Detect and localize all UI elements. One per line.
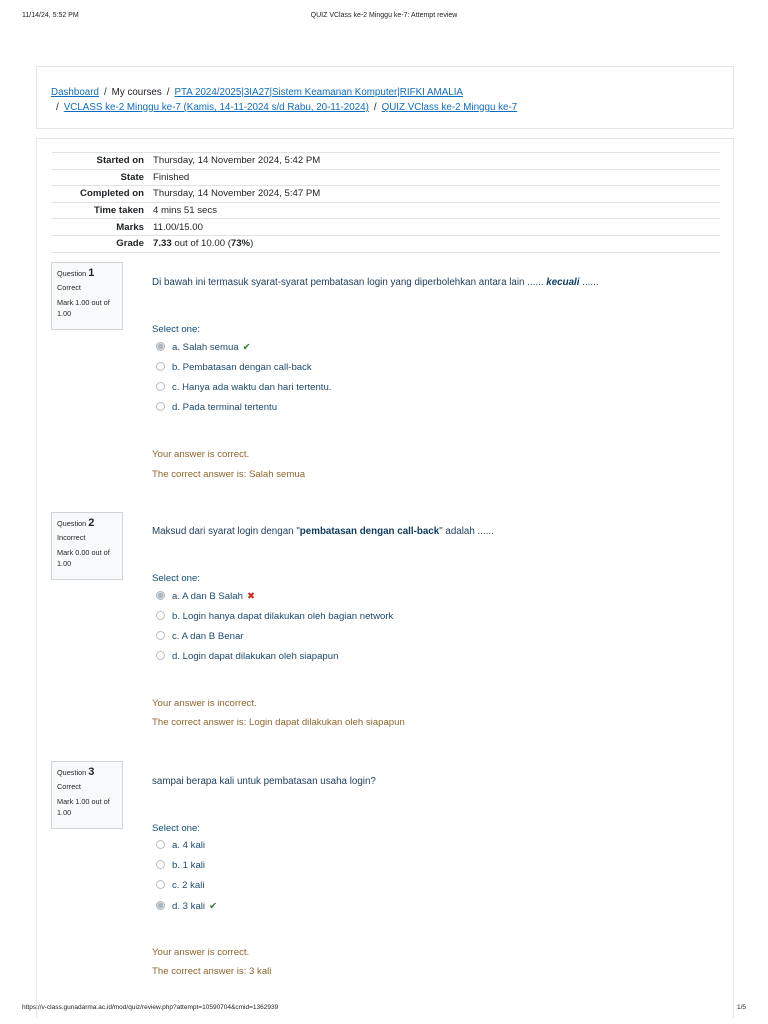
question-mark: Mark 1.00 out of 1.00	[57, 298, 110, 318]
summary-label: Grade	[116, 238, 144, 250]
check-icon: ✔	[209, 901, 218, 912]
answer-option-text: c. 2 kali	[172, 880, 205, 891]
question-label: Question	[57, 519, 87, 528]
summary-value: Finished	[153, 171, 190, 183]
answer-option[interactable]	[156, 860, 205, 871]
review-content	[36, 138, 734, 1018]
radio-button[interactable]	[156, 651, 165, 660]
breadcrumb-section-link[interactable]: VCLASS ke-2 Minggu ke-7 (Kamis, 14-11-2024 s/d Rabu, 20-11-2024)	[63, 102, 369, 113]
question-body-3	[152, 775, 712, 977]
answer-option-text: b. Login hanya dapat dilakukan oleh bagian network	[172, 611, 394, 622]
answer-option[interactable]	[156, 342, 251, 353]
question-number: 3	[88, 766, 95, 778]
summary-row-completed	[52, 186, 720, 203]
question-text	[152, 525, 712, 539]
select-one-label: Select one:	[152, 324, 201, 335]
question-label: Question	[57, 768, 87, 777]
breadcrumb-separator: /	[103, 87, 107, 98]
question-text-part: Maksud dari syarat login dengan "	[152, 526, 300, 537]
attempt-summary-table	[52, 152, 720, 253]
breadcrumb	[51, 85, 517, 115]
question-state: Correct	[57, 781, 81, 791]
answer-option[interactable]	[156, 382, 331, 393]
select-one-label: Select one:	[152, 823, 201, 834]
answer-option[interactable]	[156, 591, 255, 602]
answer-option-text: c. A dan B Benar	[172, 631, 244, 642]
answer-feedback: Your answer is incorrect.	[152, 698, 257, 709]
radio-button[interactable]	[156, 611, 165, 620]
radio-button[interactable]	[156, 591, 165, 600]
breadcrumb-box	[36, 66, 734, 129]
question-text-part: sampai berapa kali untuk pembatasan usaha login?	[152, 776, 376, 787]
summary-label: Marks	[116, 221, 144, 233]
radio-button[interactable]	[156, 880, 165, 889]
summary-value: 4 mins 51 secs	[153, 205, 217, 217]
summary-label: State	[120, 171, 144, 183]
question-label: Question	[57, 269, 87, 278]
correct-answer: The correct answer is: 3 kali	[152, 966, 272, 977]
breadcrumb-quiz-link[interactable]: QUIZ VClass ke-2 Minggu ke-7	[381, 102, 518, 113]
answer-feedback: Your answer is correct.	[152, 449, 250, 460]
summary-row-state	[52, 169, 720, 186]
breadcrumb-course-link[interactable]: PTA 2024/2025|3IA27|Sistem Keamanan Komputer|RIFKI AMALIA	[174, 87, 463, 98]
print-title: QUIZ VClass ke-2 Minggu ke-7: Attempt review	[310, 12, 458, 19]
summary-row-marks	[52, 219, 720, 236]
question-text-part: ......	[579, 277, 599, 288]
grade-outof: out of 10.00 (	[171, 238, 231, 250]
radio-button[interactable]	[156, 901, 165, 910]
answer-option-text: a. A dan B Salah	[172, 591, 243, 602]
question-mark: Mark 1.00 out of 1.00	[57, 797, 110, 817]
radio-button[interactable]	[156, 342, 165, 351]
radio-button[interactable]	[156, 860, 165, 869]
radio-button[interactable]	[156, 402, 165, 411]
radio-button[interactable]	[156, 362, 165, 371]
answer-option-text: d. 3 kali	[172, 901, 206, 912]
select-one-label: Select one:	[152, 573, 201, 584]
answer-feedback: Your answer is correct.	[152, 947, 250, 958]
correct-answer: The correct answer is: Login dapat dilakukan oleh siapapun	[152, 717, 405, 728]
summary-value: Thursday, 14 November 2024, 5:42 PM	[153, 155, 321, 167]
summary-row-started	[52, 153, 720, 170]
print-datetime: 11/14/24, 5:52 PM	[22, 12, 79, 19]
answer-option-text: b. 1 kali	[172, 860, 206, 871]
summary-value: 11.00/15.00	[153, 221, 203, 233]
summary-value: Thursday, 14 November 2024, 5:47 PM	[153, 188, 321, 200]
question-text-part: " adalah ......	[439, 526, 494, 537]
breadcrumb-separator: /	[166, 87, 170, 98]
answer-option-text: d. Login dapat dilakukan oleh siapapun	[172, 651, 339, 662]
answer-option-text: c. Hanya ada waktu dan hari tertentu.	[172, 382, 332, 393]
summary-row-grade	[52, 235, 720, 252]
answer-option-text: d. Pada terminal tertentu	[172, 402, 278, 413]
question-text-keyword: kecuali	[546, 277, 580, 288]
answer-option[interactable]	[156, 651, 338, 662]
cross-icon: ✖	[246, 591, 255, 602]
grade-percent: 73%	[230, 238, 251, 250]
breadcrumb-separator: /	[56, 102, 59, 113]
question-text	[152, 276, 712, 290]
question-info-1	[51, 262, 123, 330]
print-header	[22, 12, 746, 22]
answer-option[interactable]	[156, 611, 393, 622]
question-info-3	[51, 761, 123, 829]
check-icon: ✔	[242, 342, 251, 353]
question-info-2	[51, 512, 123, 580]
print-url: https://v-class.gunadarma.ac.id/mod/quiz/review.php?attempt=10590704&cmid=1362939	[22, 1004, 279, 1011]
question-state: Incorrect	[57, 532, 86, 542]
summary-label: Time taken	[94, 205, 144, 217]
question-body-1	[152, 276, 712, 480]
radio-button[interactable]	[156, 382, 165, 391]
breadcrumb-separator: /	[373, 102, 377, 113]
summary-grade	[149, 235, 720, 252]
answer-option[interactable]	[156, 840, 205, 851]
question-number: 2	[88, 517, 95, 529]
print-page-number: 1/5	[736, 1004, 746, 1011]
answer-option[interactable]	[156, 631, 243, 642]
radio-button[interactable]	[156, 631, 165, 640]
question-mark: Mark 0.00 out of 1.00	[57, 548, 110, 568]
question-text-part: Di bawah ini termasuk syarat-syarat pembatasan login yang diperbolehkan antara lain ......	[152, 277, 547, 288]
answer-option-text: b. Pembatasan dengan call-back	[172, 362, 312, 373]
summary-row-time-taken	[52, 202, 720, 219]
summary-label: Completed on	[80, 188, 144, 200]
answer-option[interactable]	[156, 402, 277, 413]
answer-option[interactable]	[156, 362, 312, 373]
grade-value: 7.33	[153, 238, 172, 250]
radio-button[interactable]	[156, 840, 165, 849]
correct-answer: The correct answer is: Salah semua	[152, 469, 306, 480]
answer-option-text: a. 4 kali	[172, 840, 206, 851]
print-footer	[22, 1004, 746, 1014]
question-text-keyword: pembatasan dengan call-back	[299, 526, 440, 537]
answer-option[interactable]	[156, 901, 217, 912]
grade-close: )	[250, 238, 254, 250]
answer-option[interactable]	[156, 880, 205, 891]
summary-label: Started on	[96, 155, 144, 167]
question-body-2	[152, 525, 712, 728]
breadcrumb-my-courses: My courses	[111, 87, 162, 98]
question-number: 1	[88, 267, 95, 279]
answer-option-text: a. Salah semua	[172, 342, 239, 353]
breadcrumb-dashboard-link[interactable]: Dashboard	[51, 87, 99, 98]
question-text	[152, 775, 712, 789]
question-state: Correct	[57, 282, 81, 292]
